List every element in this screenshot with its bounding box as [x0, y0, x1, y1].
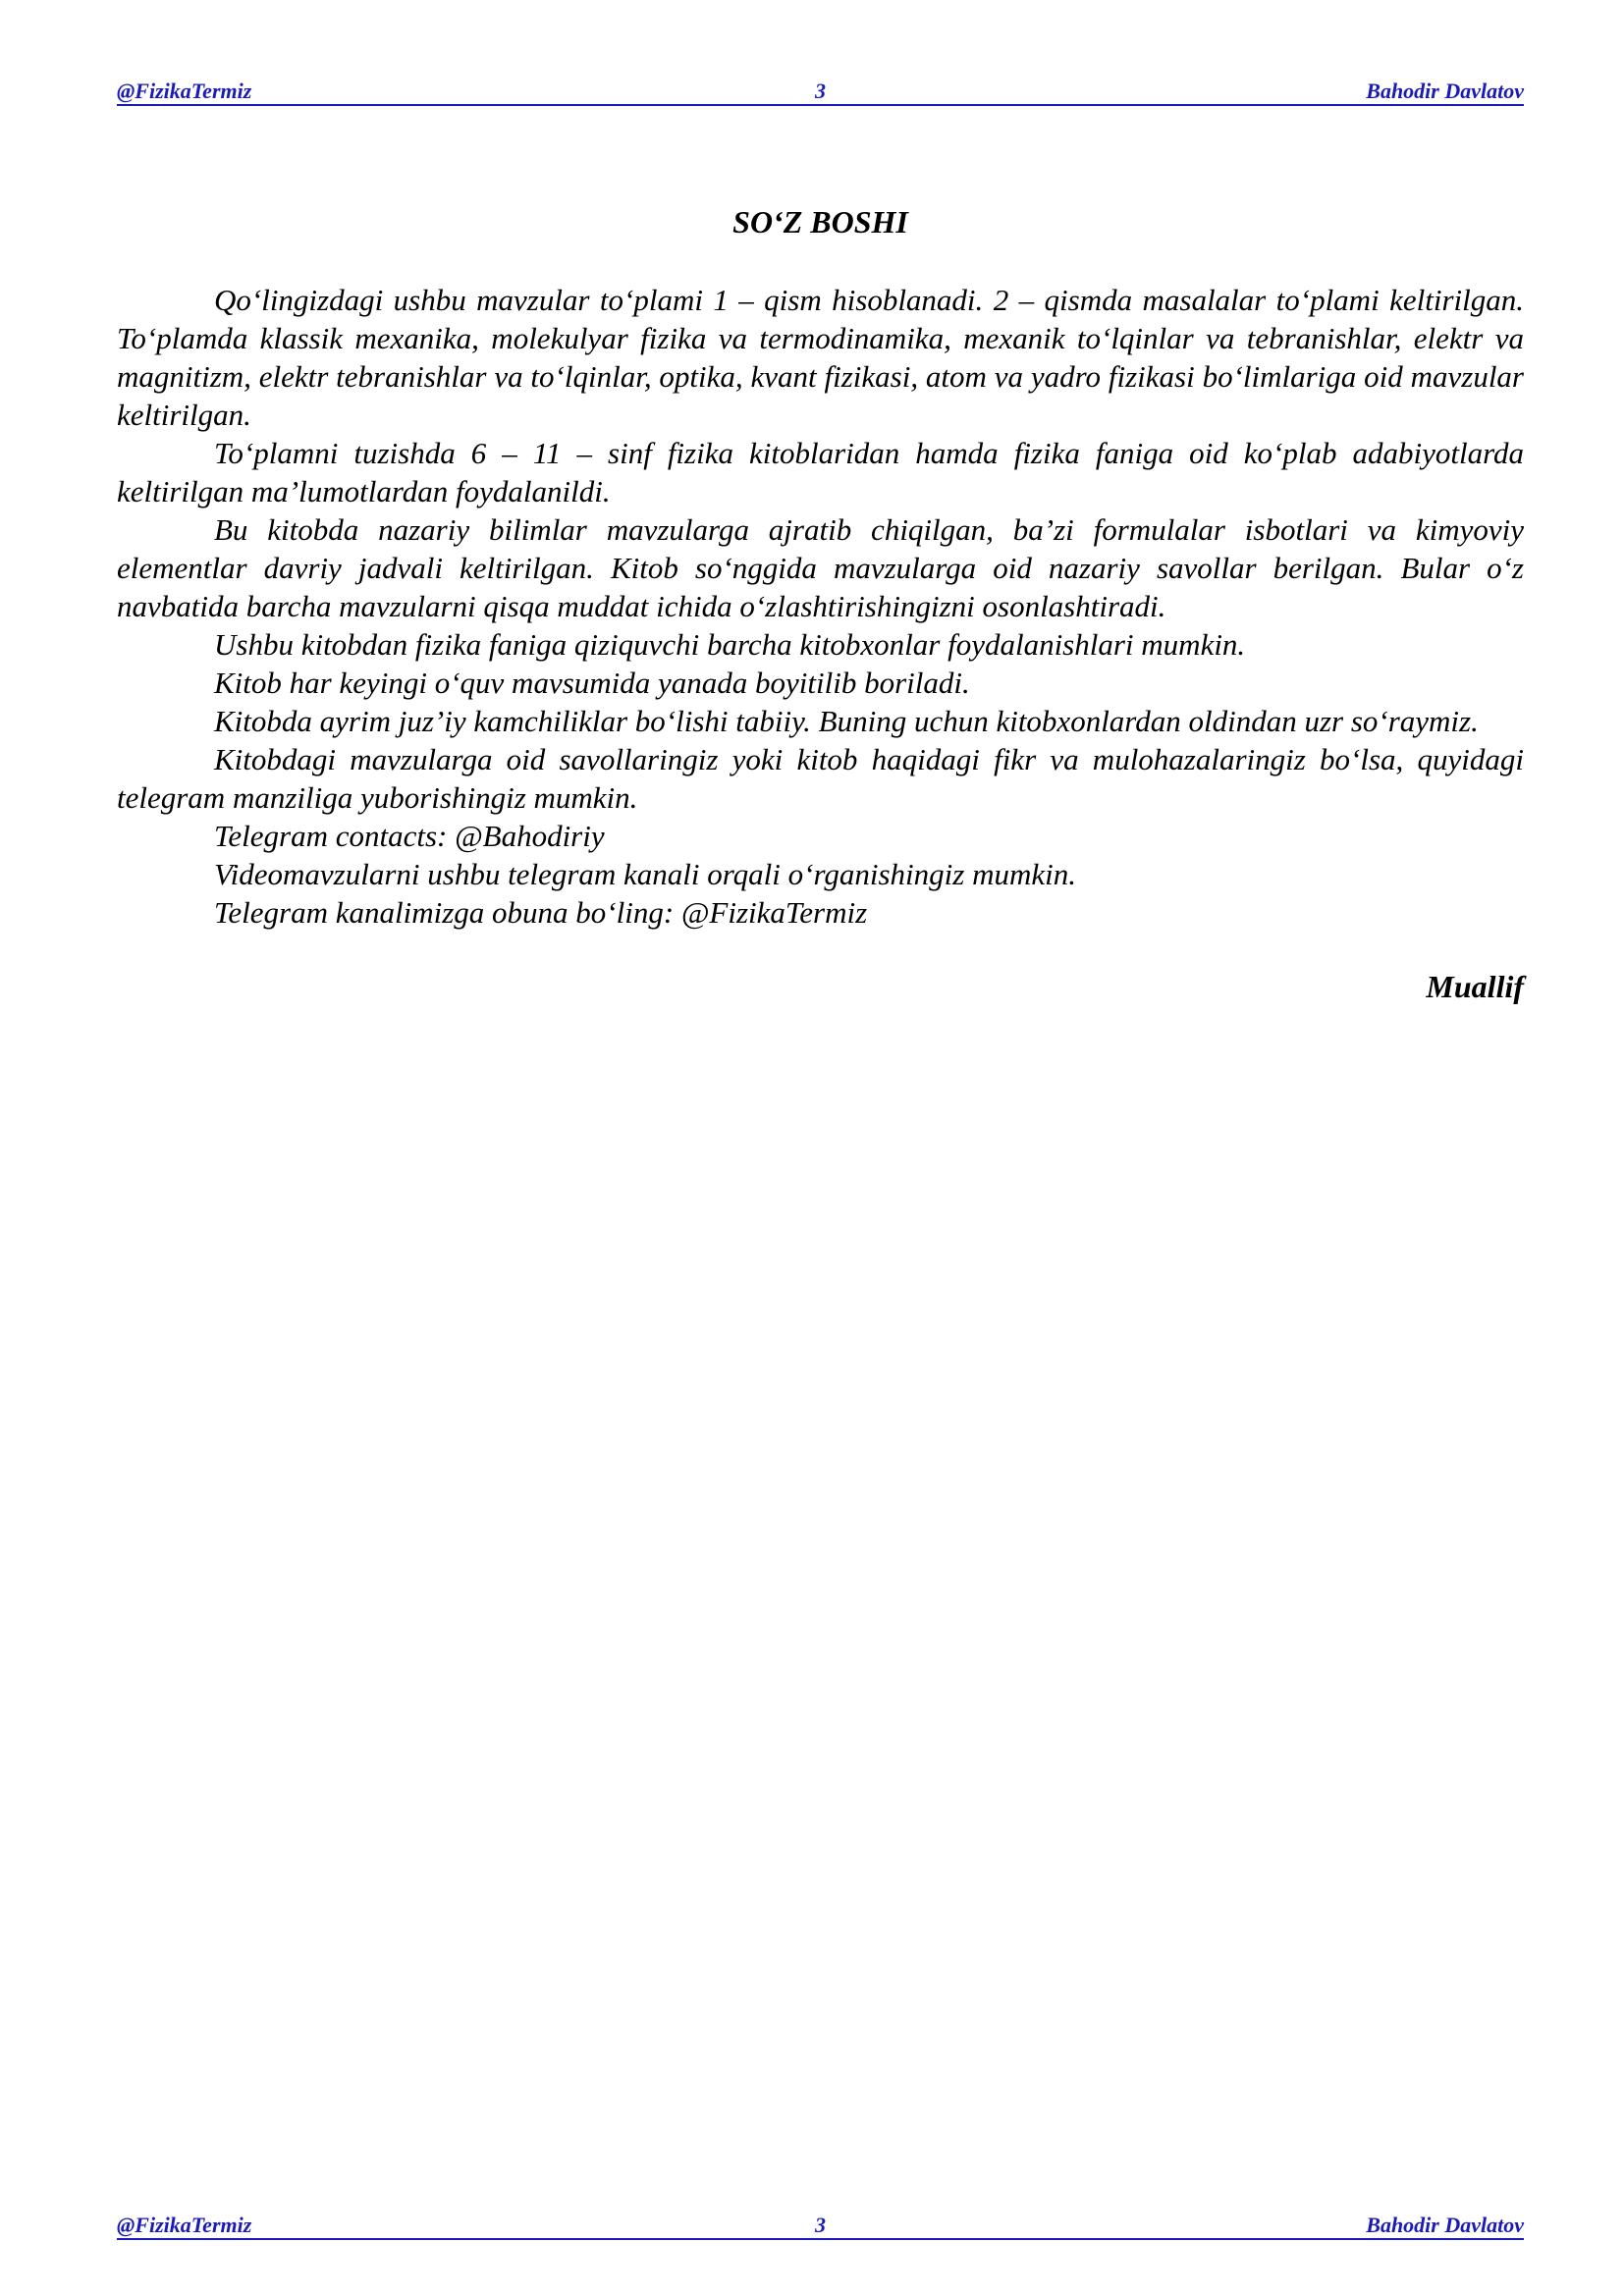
- header-page-number: 3: [815, 79, 826, 103]
- paragraph-apology: Kitobda ayrim juz’iy kamchiliklar bo‘lishi tabiiy. Buning uchun kitobxonlardan oldindan uzr so‘raymiz.: [214, 704, 1479, 738]
- footer-channel-name: @FizikaTermiz: [117, 2213, 252, 2237]
- paragraph-feedback: Kitobdagi mavzularga oid savollaringiz yoki kitob haqidagi fikr va mulohazalaringiz bo‘lsa, quyidagi telegram manziliga yuborishingiz mumkin.: [117, 742, 1524, 815]
- header-author-name: Bahodir Davlatov: [1366, 79, 1524, 103]
- paragraph-structure: Bu kitobda nazariy bilimlar mavzularga ajratib chiqilgan, ba’zi formulalar isbotlari va kimyoviy elementlar davriy jadvali keltirilgan. Kitob so‘nggida mavzularga oid nazariy savollar berilgan. Bular o‘z navbatida barcha mavzularni qisqa muddat ichida o‘zlashtirishingizni osonlashtiradi.: [117, 512, 1524, 623]
- document-body: [117, 200, 1524, 1008]
- footer-page-number: 3: [815, 2213, 826, 2237]
- header-channel-name: @FizikaTermiz: [117, 79, 252, 103]
- page-title: SO‘Z BOSHI: [732, 204, 908, 240]
- paragraph-sources: To‘plamni tuzishda 6 – 11 – sinf fizika kitoblaridan hamda fizika faniga oid ko‘plab adabiyotlarda keltirilgan ma’lumotlardan foydalanildi.: [117, 436, 1524, 508]
- paragraph-telegram-contact: Telegram contacts: @Bahodiriy: [214, 819, 605, 853]
- paragraph-intro: Qo‘lingizdagi ushbu mavzular to‘plami 1 – qism hisoblanadi. 2 – qismda masalalar to‘plami keltirilgan. To‘plamda klassik mexanika, molekulyar fizika va termodinamika, mexanik to‘lqinlar va tebranishlar, elektr va magnitizm, elektr tebranishlar va to‘lqinlar, optika, kvant fizikasi, atom va yadro fizikasi bo‘limlariga oid mavzular keltirilgan.: [117, 283, 1524, 432]
- page-footer: [117, 2213, 1524, 2240]
- paragraph-updates: Kitob har keyingi o‘quv mavsumida yanada boyitilib boriladi.: [214, 666, 970, 700]
- author-signature: Muallif: [1426, 969, 1524, 1004]
- footer-author-name: Bahodir Davlatov: [1366, 2213, 1524, 2237]
- paragraph-telegram-channel: Telegram kanalimizga obuna bo‘ling: @FizikaTermiz: [214, 895, 868, 930]
- paragraph-video-lessons: Videomavzularni ushbu telegram kanali orqali o‘rganishingiz mumkin.: [214, 857, 1076, 891]
- page-header: [117, 79, 1524, 106]
- paragraph-audience: Ushbu kitobdan fizika faniga qiziquvchi barcha kitobxonlar foydalanishlari mumkin.: [214, 627, 1246, 662]
